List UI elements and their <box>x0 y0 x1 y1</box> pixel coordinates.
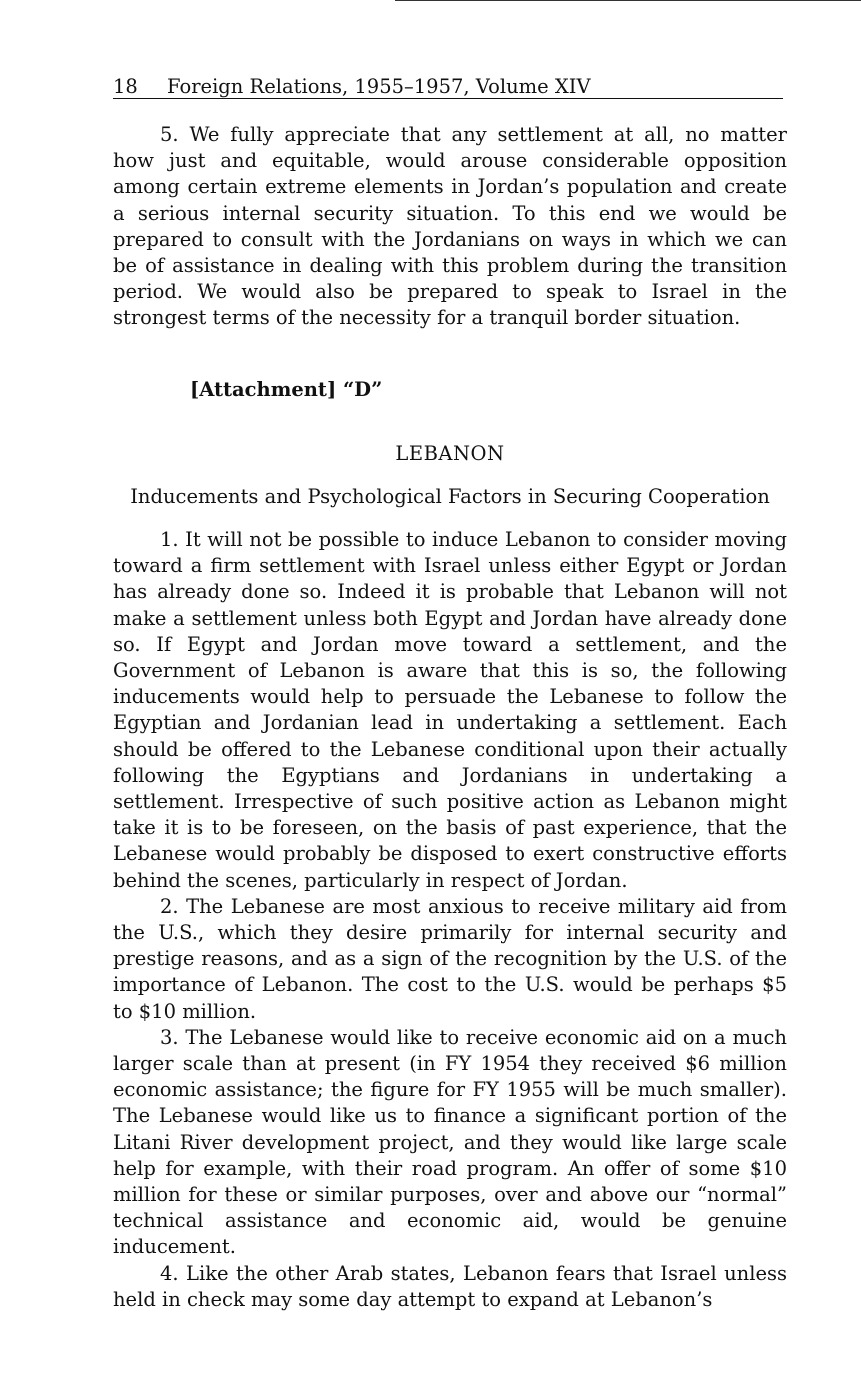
attachment-heading: [Attachment] “D” <box>190 378 383 401</box>
lebanon-section-body <box>113 527 787 1313</box>
paragraph-4: 4. Like the other Arab states, Lebanon fears that Israel unless held in check may some day attempt to expand at Lebanon’s <box>113 1261 787 1311</box>
top-edge-rule <box>395 0 861 1</box>
paragraph-2: 2. The Lebanese are most anxious to receive military aid from the U.S., which they desire primarily for internal security and prestige reasons, and as a sign of the recognition by the U.S. of the importance of Lebanon. The cost to the U.S. would be perhaps $5 to $10 million. <box>113 894 787 1023</box>
paragraph-1: 1. It will not be possible to induce Lebanon to consider moving toward a firm settlement with Israel unless either Egypt or Jordan has already done so. Indeed it is probable that Lebanon will not make a settlement unless both Egypt and Jordan have already done so. If Egypt and Jordan move toward a settlement, and the Government of Lebanon is aware that this is so, the following inducements would help to persuade the Lebanese to follow the Egyptian and Jordanian lead in undertaking a settlement. Each should be offered to the Lebanese conditional upon their actually following the Egyptians and Jordanians in undertaking a settlement. Irrespective of such positive action as Lebanon might take it is to be foreseen, on the basis of past experience, that the Lebanese would probably be disposed to exert constructive efforts behind the scenes, particularly in respect of Jordan. <box>113 528 787 892</box>
paragraph-3: 3. The Lebanese would like to receive economic aid on a much larger scale than at present (in FY 1954 they received $6 million economic assistance; the figure for FY 1955 will be much smaller). The Lebanese would like us to finance a significant portion of the Litani River development project, and they would like large scale help for example, with their road program. An offer of some $10 million for these or similar purposes, over and above our “normal” technical assistance and economic aid, would be genuine inducement. <box>113 1025 787 1259</box>
paragraph-5: 5. We fully appreciate that any settlement at all, no matter how just and equitable, would arouse considerable opposition among certain extreme elements in Jordan’s population and create a serious internal security situation. To this end we would be prepared to consult with the Jordanians on ways in which we can be of assistance in dealing with this problem during the transition period. We would also be prepared to speak to Israel in the strongest terms of the necessity for a tranquil border situation. <box>113 123 787 330</box>
country-heading: LEBANON <box>395 442 505 465</box>
section-subtitle: Inducements and Psychological Factors in Securing Cooperation <box>130 485 770 508</box>
running-title: Foreign Relations, 1955–1957, Volume XIV <box>167 75 591 98</box>
page-number: 18 <box>113 75 138 98</box>
running-header <box>113 76 783 99</box>
